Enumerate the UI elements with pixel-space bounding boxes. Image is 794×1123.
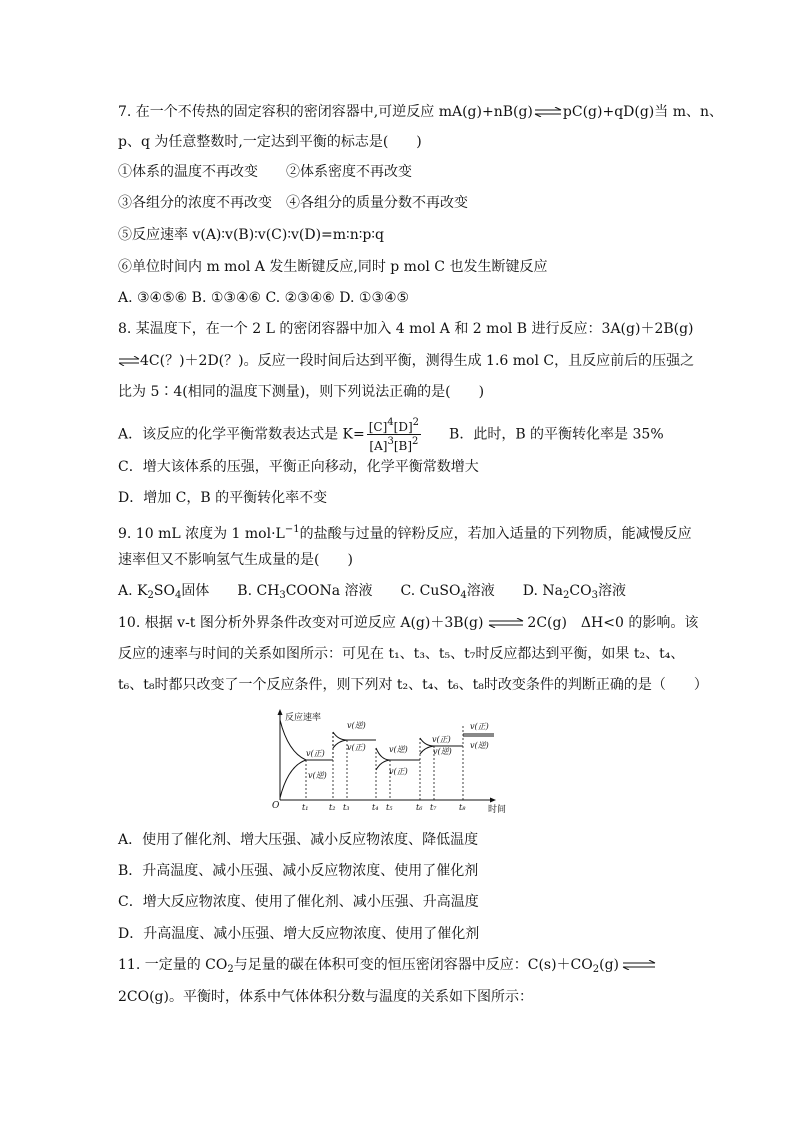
tick-t8: t₈ — [459, 803, 466, 812]
x-axis-arrow-icon — [490, 798, 496, 803]
segment-initial-forward-curve — [280, 720, 306, 760]
q10-option-a: A．使用了催化剂、增大压强、减小反应物浓度、降低温度 — [118, 832, 479, 848]
tick-t1: t₁ — [302, 803, 309, 812]
label-reverse-6: v(逆) — [433, 747, 452, 756]
segment-4-forward-curve — [376, 760, 390, 770]
label-forward-8: v(正) — [470, 722, 489, 731]
q7-line1: 7. 在一个不传热的固定容积的密闭容器中,可逆反应 mA(g)+nB(g) pC(g)+qD(g)当 m、n、 — [118, 104, 724, 120]
q8-line3: 比为 5∶4(相同的温度下测量)，则下列说法正确的是( ) — [118, 384, 485, 400]
q9-line2: 速率但又不影响氢气生成量的是( ) — [118, 552, 353, 568]
q9-line1: 9. 10 mL 浓度为 1 $mol\cdot L^{-1}$的盐酸与过量的锌粉反应，若加入适量的下列物质，能减慢反应 — [118, 524, 692, 542]
q8-option-d: D．增加 C，B 的平衡转化率不变 — [118, 490, 328, 506]
segment-2-reverse-curve — [333, 732, 347, 740]
label-reverse-4: v(逆) — [389, 745, 408, 754]
label-reverse-2: v(逆) — [347, 721, 366, 730]
label-reverse-8: v(逆) — [470, 741, 489, 750]
q7-option-3-4: ③各组分的浓度不再改变 ④各组分的质量分数不再改变 — [118, 195, 468, 211]
x-axis-label: 时间 — [488, 805, 507, 815]
q11-line2: 2CO(g)。平衡时，体系中气体体积分数与温度的关系如下图所示： — [118, 989, 533, 1005]
tick-t4: t₄ — [372, 803, 379, 812]
equilibrium-arrow-icon — [483, 618, 527, 628]
q10-option-d: D．升高温度、减小压强、增大反应物浓度、使用了催化剂 — [118, 926, 480, 942]
label-forward-4: v(正) — [389, 767, 408, 776]
q10-line2: 反应的速率与时间的关系如图所示：可见在 t₁、t₃、t₅、t₇时反应都达到平衡，如果 t₂、t₄、 — [118, 646, 685, 662]
segment-initial-reverse-curve — [280, 760, 306, 798]
segment-6-reverse-curve — [420, 746, 434, 754]
segment-2-forward-curve — [333, 740, 347, 748]
label-forward-6: v(正) — [432, 735, 451, 744]
q7-option-1-2: ①体系的温度不再改变 ②体系密度不再改变 — [118, 164, 412, 180]
q8-line2: 4C(？)＋2D(？)。反应一段时间后达到平衡，测得生成 1.6 mol C，且反应前后的压强之 — [118, 352, 694, 370]
q9-choices: A. $K_2SO_4$固体 B. $CH_3COONa$ 溶液 C. CuSO$_4$溶液 D. $Na_2CO_3$溶液 — [118, 583, 626, 601]
y-axis-label: 反应速率 — [285, 713, 322, 723]
q8-option-a-b: A．该反应的化学平衡常数表达式是 K= $\frac{[C]^4[D]^2}{[A]^3[B]^2}$ B．此时，B 的平衡转化率是 35% — [118, 417, 664, 453]
q7-choices: A. ③④⑤⑥ B. ①③④⑥ C. ②③④⑥ D. ①③④⑤ — [118, 290, 410, 306]
q10-line3: t₆、t₈时都只改变了一个反应条件，则下列对 t₂、t₄、t₆、t₈时改变条件的判断正确的是（ ） — [118, 677, 708, 693]
q8-option-c: C．增大该体系的压强，平衡正向移动，化学平衡常数增大 — [118, 459, 479, 475]
equilibrium-arrow-icon — [118, 356, 140, 366]
label-forward-1: v(正) — [306, 749, 325, 758]
equilibrium-arrow-icon — [533, 107, 563, 117]
tick-t6: t₆ — [416, 803, 423, 812]
q11-line1: 11. 一定量的 $CO_2$与足量的碳在体积可变的恒压密闭容器中反应：$C(s)+CO_2(g)$ — [118, 956, 659, 979]
tick-t7: t₇ — [430, 803, 437, 812]
q7-option-5: ⑤反应速率 v(A)∶v(B)∶v(C)∶v(D)=m∶n∶p∶q — [118, 227, 384, 243]
label-forward-2: v(正) — [347, 743, 366, 752]
q10-option-b: B．升高温度、减小压强、减小反应物浓度、使用了催化剂 — [118, 863, 479, 879]
tick-t2: t₂ — [329, 803, 336, 812]
y-axis-arrow-icon — [278, 709, 283, 715]
q10-option-c: C．增大反应物浓度、使用了催化剂、减小压强、升高温度 — [118, 894, 479, 910]
q7-option-6: ⑥单位时间内 m mol A 发生断键反应,同时 p mol C 也发生断键反应 — [118, 259, 548, 275]
label-reverse-1: v(逆) — [308, 771, 327, 780]
rate-time-chart — [268, 708, 514, 818]
tick-t3: t₃ — [343, 803, 350, 812]
q8-line1: 8. 某温度下，在一个 2 L 的密闭容器中加入 4 mol A 和 2 mol B 进行反应：3A(g)＋2B(g) — [118, 321, 694, 337]
q7-line2: p、q 为任意整数时,一定达到平衡的标志是( ) — [118, 134, 422, 150]
equilibrium-arrow-icon — [619, 960, 659, 970]
equilibrium-constant-fraction: $\frac{[C]^4[D]^2}{[A]^3[B]^2}$ — [368, 417, 420, 453]
q10-line1: 10. 根据 v-t 图分析外界条件改变对可逆反应 A(g)＋3B(g) 2C(g) ΔH<0 的影响。该 — [118, 615, 699, 631]
origin-label: O — [272, 801, 280, 811]
segment-4-reverse-curve — [376, 748, 390, 760]
tick-t5: t₅ — [386, 803, 393, 812]
